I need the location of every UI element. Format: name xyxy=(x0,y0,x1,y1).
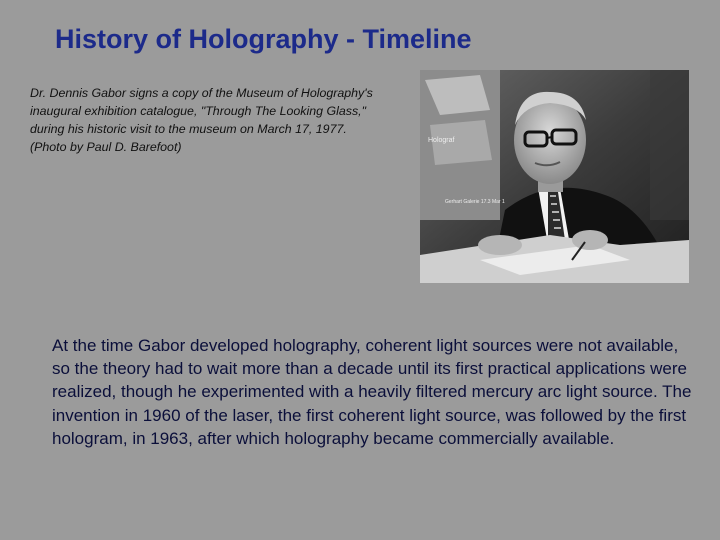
slide-title: History of Holography - Timeline xyxy=(55,24,472,54)
poster-label: Holograf xyxy=(428,137,455,144)
body-paragraph: At the time Gabor developed holography, coherent light sources were not available, so the theory had to wait more than a decade until its first practical applications were realized, though he experimented with a heavily filtered mercury arc light source. The invention in 1960 of the laser, the first coherent light source, was followed by the first hologram, in 1963, after which holography became commercially available. xyxy=(52,336,692,448)
photo-caption: Dr. Dennis Gabor signs a copy of the Museum of Holography's inaugural exhibition catalogue, "Through The Looking Glass," during his historic visit to the museum on March 17, 1977. (Photo by Paul D. Barefoot) xyxy=(30,86,373,154)
poster-sublabel: Gerhart Galerie 17.3 Mar 1 xyxy=(445,199,505,205)
gabor-photo xyxy=(420,70,689,283)
